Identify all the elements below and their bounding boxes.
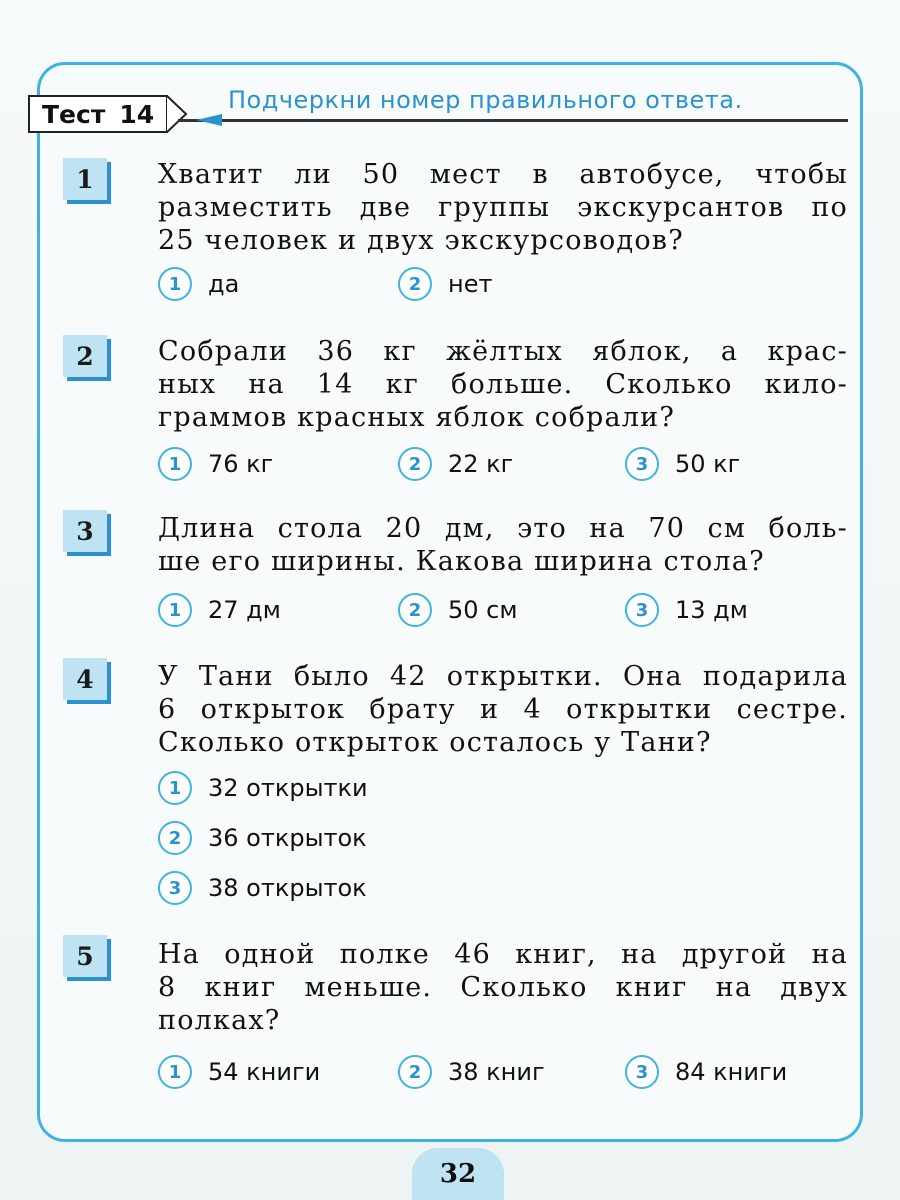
- option-text: 22 кг: [448, 450, 514, 478]
- header-rule: [178, 119, 848, 122]
- option-number-circle[interactable]: 2: [398, 267, 432, 301]
- question-line: У Тани было 42 открытки. Она подарила: [158, 661, 848, 692]
- test-label-tag: [28, 95, 168, 133]
- question-number-4: 4: [63, 658, 107, 700]
- option-text: нет: [448, 270, 493, 298]
- option-text: 50 кг: [675, 450, 741, 478]
- option-number-circle[interactable]: 2: [398, 447, 432, 481]
- answer-option[interactable]: [158, 821, 367, 855]
- question-line: На одной полке 46 книг, на другой на: [158, 939, 848, 970]
- question-number-2: 2: [63, 335, 107, 377]
- option-number-circle[interactable]: 3: [625, 593, 659, 627]
- option-number-circle[interactable]: 1: [158, 593, 192, 627]
- answer-option[interactable]: [398, 1055, 545, 1089]
- option-text: 36 открыток: [208, 824, 367, 852]
- pencil-tip-icon: [196, 114, 222, 126]
- option-text: 50 см: [448, 596, 518, 624]
- question-number-1: 1: [63, 158, 107, 200]
- option-text: 32 открытки: [208, 774, 368, 802]
- option-text: 38 открыток: [208, 874, 367, 902]
- option-text: 38 книг: [448, 1058, 545, 1086]
- instruction-text: Подчеркни номер правильного ответа.: [228, 86, 743, 114]
- tag-arrow-icon: [166, 95, 188, 133]
- question-text-1: [158, 158, 848, 257]
- option-number-circle[interactable]: 2: [398, 593, 432, 627]
- option-number-circle[interactable]: 3: [625, 447, 659, 481]
- option-text: 76 кг: [208, 450, 274, 478]
- option-text: да: [208, 270, 240, 298]
- question-line: разместить две группы экскурсантов по: [158, 192, 848, 223]
- answer-option[interactable]: [158, 593, 281, 627]
- answer-option[interactable]: [158, 267, 239, 301]
- page-number: 32: [412, 1148, 504, 1200]
- option-number-circle[interactable]: 2: [158, 821, 192, 855]
- question-line: 25 человек и двух экскурсоводов?: [158, 225, 684, 256]
- answer-option[interactable]: [398, 593, 517, 627]
- answer-option[interactable]: [398, 447, 513, 481]
- test-label: Тест: [42, 99, 106, 129]
- option-number-circle[interactable]: 1: [158, 1055, 192, 1089]
- question-line: 6 открыток брату и 4 открытки сестре.: [158, 694, 848, 725]
- question-text-4: [158, 660, 848, 759]
- question-line: граммов красных яблок собрали?: [158, 402, 676, 433]
- question-text-2: [158, 335, 848, 434]
- option-text: 54 книги: [208, 1058, 321, 1086]
- question-line: 8 книг меньше. Сколько книг на двух: [158, 972, 848, 1003]
- option-number-circle[interactable]: 1: [158, 447, 192, 481]
- answer-option[interactable]: [625, 447, 740, 481]
- question-line: Сколько открыток осталось у Тани?: [158, 727, 712, 758]
- question-number-5: 5: [63, 935, 107, 977]
- question-number-3: 3: [63, 510, 107, 552]
- question-line: Длина стола 20 дм, это на 70 см боль-: [158, 513, 848, 544]
- question-text-3: [158, 512, 848, 578]
- question-text-5: [158, 938, 848, 1037]
- option-number-circle[interactable]: 2: [398, 1055, 432, 1089]
- answer-option[interactable]: [158, 447, 273, 481]
- answer-option[interactable]: [158, 1055, 320, 1089]
- answer-option[interactable]: [398, 267, 492, 301]
- option-text: 84 книги: [675, 1058, 788, 1086]
- option-number-circle[interactable]: 1: [158, 771, 192, 805]
- answer-option[interactable]: [625, 1055, 787, 1089]
- question-line: ше его ширины. Какова ширина стола?: [158, 546, 765, 577]
- question-line: ных на 14 кг больше. Сколько кило-: [158, 369, 848, 400]
- option-number-circle[interactable]: 3: [625, 1055, 659, 1089]
- answer-option[interactable]: [158, 771, 368, 805]
- option-text: 13 дм: [675, 596, 748, 624]
- question-line: Собрали 36 кг жёлтых яблок, а крас-: [158, 336, 848, 367]
- answer-option[interactable]: [625, 593, 748, 627]
- question-line: полках?: [158, 1005, 281, 1036]
- question-line: Хватит ли 50 мест в автобусе, чтобы: [158, 159, 848, 190]
- option-number-circle[interactable]: 3: [158, 871, 192, 905]
- option-text: 27 дм: [208, 596, 281, 624]
- test-number: 14: [119, 99, 155, 129]
- option-number-circle[interactable]: 1: [158, 267, 192, 301]
- answer-option[interactable]: [158, 871, 367, 905]
